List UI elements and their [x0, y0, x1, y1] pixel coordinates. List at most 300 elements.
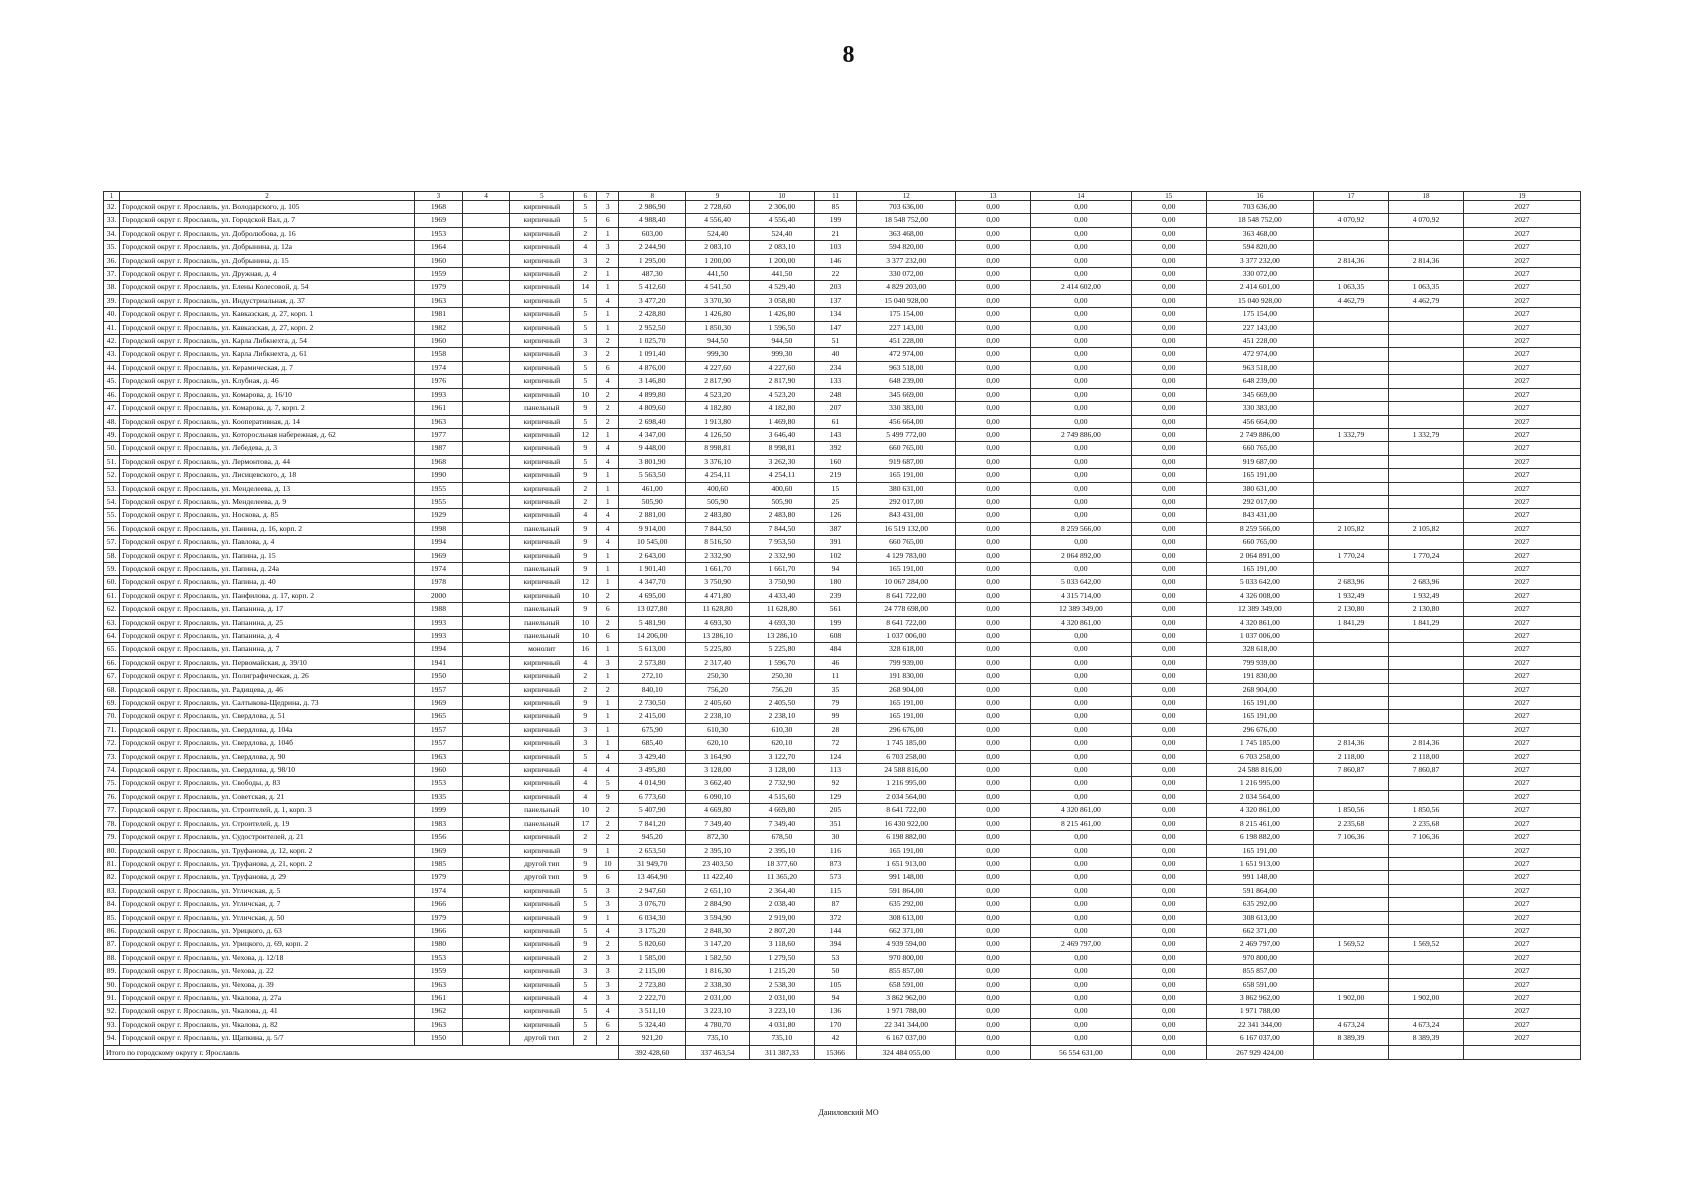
- table-cell: 4: [574, 764, 597, 777]
- table-cell: 1 469,80: [750, 415, 814, 428]
- table-cell: 175 154,00: [857, 308, 956, 321]
- table-cell: 2 728,60: [685, 201, 749, 214]
- table-cell: 72.: [104, 737, 120, 750]
- table-cell: 456 664,00: [1206, 415, 1313, 428]
- table-cell: 0,00: [1131, 817, 1206, 830]
- table-cell: [1388, 670, 1463, 683]
- table-cell: 8 215 461,00: [1031, 817, 1132, 830]
- table-cell: кирпичный: [510, 254, 574, 267]
- table-cell: [463, 871, 510, 884]
- table-cell: кирпичный: [510, 482, 574, 495]
- table-cell: [1313, 335, 1388, 348]
- table-cell: 0,00: [1031, 402, 1132, 415]
- table-cell: [1388, 402, 1463, 415]
- table-cell: 4 899,80: [619, 388, 685, 401]
- table-cell: 2027: [1463, 710, 1580, 723]
- table-cell: 4 320 861,00: [1206, 804, 1313, 817]
- table-cell: 6 090,10: [685, 790, 749, 803]
- table-cell: 49.: [104, 428, 120, 441]
- table-row: [104, 361, 1581, 374]
- table-cell: 3 118,60: [750, 938, 814, 951]
- table-cell: кирпичный: [510, 442, 574, 455]
- table-cell: 165 191,00: [857, 710, 956, 723]
- table-cell: 292 017,00: [857, 495, 956, 508]
- table-cell: 3 495,80: [619, 764, 685, 777]
- table-cell: Городской округ г. Ярославль, ул. Комарова, д. 7, корп. 2: [120, 402, 415, 415]
- table-cell: 1 582,50: [685, 951, 749, 964]
- table-cell: 3 750,90: [750, 576, 814, 589]
- table-cell: 4 673,24: [1388, 1018, 1463, 1031]
- table-cell: 58.: [104, 549, 120, 562]
- table-cell: 2027: [1463, 697, 1580, 710]
- total-cell: 324 484 055,00: [857, 1045, 956, 1059]
- table-cell: 4: [596, 764, 619, 777]
- table-cell: 3 862 962,00: [1206, 991, 1313, 1004]
- table-cell: 3 223,10: [750, 1005, 814, 1018]
- table-cell: 1: [596, 844, 619, 857]
- table-cell: 387: [814, 522, 857, 535]
- table-cell: 2027: [1463, 804, 1580, 817]
- table-cell: 21: [814, 227, 857, 240]
- table-cell: 0,00: [1031, 201, 1132, 214]
- table-cell: 94.: [104, 1032, 120, 1045]
- table-cell: 2 732,90: [750, 777, 814, 790]
- table-cell: 2027: [1463, 1018, 1580, 1031]
- table-cell: 4: [574, 509, 597, 522]
- table-cell: 73.: [104, 750, 120, 763]
- table-row: [104, 495, 1581, 508]
- column-header: 12: [857, 192, 956, 201]
- table-cell: 62.: [104, 603, 120, 616]
- table-cell: 10: [574, 589, 597, 602]
- table-cell: 2 395,10: [685, 844, 749, 857]
- table-cell: 5 820,60: [619, 938, 685, 951]
- table-cell: 144: [814, 924, 857, 937]
- table-row: [104, 321, 1581, 334]
- table-cell: 608: [814, 630, 857, 643]
- table-cell: 0,00: [1131, 469, 1206, 482]
- table-row: [104, 254, 1581, 267]
- table-cell: 2027: [1463, 951, 1580, 964]
- table-cell: 0,00: [1131, 1005, 1206, 1018]
- table-cell: 1979: [414, 911, 462, 924]
- table-cell: 1963: [414, 750, 462, 763]
- table-cell: 2: [596, 335, 619, 348]
- table-cell: 4 780,70: [685, 1018, 749, 1031]
- table-cell: 1: [596, 308, 619, 321]
- table-cell: 268 904,00: [857, 683, 956, 696]
- table-row: [104, 656, 1581, 669]
- table-cell: 0,00: [956, 308, 1031, 321]
- table-cell: 591 864,00: [857, 884, 956, 897]
- total-cell: 15366: [814, 1045, 857, 1059]
- table-cell: кирпичный: [510, 281, 574, 294]
- table-cell: 2027: [1463, 509, 1580, 522]
- column-header: 15: [1131, 192, 1206, 201]
- table-cell: 1 063,35: [1388, 281, 1463, 294]
- table-cell: [1388, 697, 1463, 710]
- table-cell: [1388, 643, 1463, 656]
- table-cell: 3 223,10: [685, 1005, 749, 1018]
- table-cell: 1968: [414, 201, 462, 214]
- table-cell: [463, 804, 510, 817]
- table-cell: Городской округ г. Ярославль, ул. Панина, д. 16, корп. 2: [120, 522, 415, 535]
- table-cell: 4: [596, 536, 619, 549]
- table-cell: 0,00: [1031, 455, 1132, 468]
- table-cell: 1966: [414, 898, 462, 911]
- table-cell: 1953: [414, 227, 462, 240]
- table-cell: кирпичный: [510, 361, 574, 374]
- column-header: 9: [685, 192, 749, 201]
- table-cell: 0,00: [1031, 764, 1132, 777]
- table-cell: 9: [574, 603, 597, 616]
- table-cell: 2027: [1463, 348, 1580, 361]
- table-cell: 5: [574, 415, 597, 428]
- table-cell: Городской округ г. Ярославль, ул. Радищева, д. 46: [120, 683, 415, 696]
- table-cell: [463, 1018, 510, 1031]
- table-cell: 8 259 566,00: [1206, 522, 1313, 535]
- table-cell: 3: [596, 884, 619, 897]
- table-cell: Городской округ г. Ярославль, ул. Советская, д. 21: [120, 790, 415, 803]
- table-cell: 0,00: [1131, 924, 1206, 937]
- table-cell: 0,00: [1031, 509, 1132, 522]
- table-cell: 18 548 752,00: [1206, 214, 1313, 227]
- table-cell: 1953: [414, 951, 462, 964]
- table-cell: 2 881,00: [619, 509, 685, 522]
- total-row: [104, 1045, 1581, 1059]
- table-cell: 4 014,90: [619, 777, 685, 790]
- table-cell: 3 862 962,00: [857, 991, 956, 1004]
- table-cell: Городской округ г. Ярославль, ул. Папанина, д. 7: [120, 643, 415, 656]
- table-cell: 37.: [104, 268, 120, 281]
- table-row: [104, 804, 1581, 817]
- table-cell: 3 128,00: [685, 764, 749, 777]
- table-cell: 999,30: [750, 348, 814, 361]
- table-cell: 33.: [104, 214, 120, 227]
- table-row: [104, 455, 1581, 468]
- table-cell: 60.: [104, 576, 120, 589]
- table-cell: кирпичный: [510, 321, 574, 334]
- table-cell: [1388, 495, 1463, 508]
- table-cell: 1955: [414, 495, 462, 508]
- table-cell: 56.: [104, 522, 120, 535]
- table-cell: 4: [574, 790, 597, 803]
- table-cell: 662 371,00: [857, 924, 956, 937]
- table-cell: 594 820,00: [1206, 241, 1313, 254]
- table-cell: 363 468,00: [1206, 227, 1313, 240]
- table-cell: Городской округ г. Ярославль, ул. Городской Вал, д. 7: [120, 214, 415, 227]
- table-cell: 268 904,00: [1206, 683, 1313, 696]
- table-cell: 52.: [104, 469, 120, 482]
- table-cell: Городской округ г. Ярославль, ул. Папина, д. 15: [120, 549, 415, 562]
- table-cell: 2 031,00: [750, 991, 814, 1004]
- total-cell: 0,00: [1131, 1045, 1206, 1059]
- table-cell: 0,00: [1031, 335, 1132, 348]
- table-cell: 0,00: [956, 576, 1031, 589]
- table-cell: 0,00: [1031, 670, 1132, 683]
- table-cell: Городской округ г. Ярославль, ул. Клубная, д. 46: [120, 375, 415, 388]
- table-cell: кирпичный: [510, 241, 574, 254]
- table-cell: 2 105,82: [1388, 522, 1463, 535]
- table-cell: 11 628,80: [685, 603, 749, 616]
- table-cell: 1: [596, 562, 619, 575]
- table-cell: 505,90: [750, 495, 814, 508]
- table-cell: Городской округ г. Ярославль, ул. Урицкого, д. 63: [120, 924, 415, 937]
- column-header: 11: [814, 192, 857, 201]
- table-cell: 2 817,90: [685, 375, 749, 388]
- table-cell: [1313, 348, 1388, 361]
- table-cell: 11 422,40: [685, 871, 749, 884]
- table-cell: 2: [596, 402, 619, 415]
- table-cell: 6 703 258,00: [1206, 750, 1313, 763]
- table-cell: [1313, 308, 1388, 321]
- table-cell: 1961: [414, 402, 462, 415]
- table-cell: 2 414 602,00: [1031, 281, 1132, 294]
- table-cell: [1313, 898, 1388, 911]
- table-cell: 1 932,49: [1313, 589, 1388, 602]
- table-cell: 82.: [104, 871, 120, 884]
- table-cell: 921,20: [619, 1032, 685, 1045]
- table-cell: 94: [814, 991, 857, 1004]
- table-cell: [1313, 978, 1388, 991]
- table-cell: 3 147,20: [685, 938, 749, 951]
- table-cell: 12 389 349,00: [1206, 603, 1313, 616]
- table-cell: 75.: [104, 777, 120, 790]
- table-cell: кирпичный: [510, 951, 574, 964]
- table-cell: 703 636,00: [857, 201, 956, 214]
- table-cell: 24 778 698,00: [857, 603, 956, 616]
- table-cell: Городской округ г. Ярославль, ул. Дружная, д. 4: [120, 268, 415, 281]
- table-cell: 0,00: [1131, 790, 1206, 803]
- table-cell: 113: [814, 764, 857, 777]
- table-cell: 0,00: [956, 683, 1031, 696]
- table-cell: [463, 723, 510, 736]
- table-cell: 2027: [1463, 857, 1580, 870]
- table-cell: 2027: [1463, 415, 1580, 428]
- table-cell: Городской округ г. Ярославль, ул. Полиграфическая, д. 26: [120, 670, 415, 683]
- table-cell: 2: [596, 616, 619, 629]
- table-cell: 165 191,00: [857, 697, 956, 710]
- table-cell: 0,00: [956, 442, 1031, 455]
- table-cell: [463, 589, 510, 602]
- table-cell: 50.: [104, 442, 120, 455]
- table-cell: 11 628,80: [750, 603, 814, 616]
- table-cell: 1 745 185,00: [857, 737, 956, 750]
- table-cell: 250,30: [750, 670, 814, 683]
- table-cell: 0,00: [956, 844, 1031, 857]
- table-cell: 2 332,90: [685, 549, 749, 562]
- table-cell: 4 829 203,00: [857, 281, 956, 294]
- table-cell: 1: [596, 710, 619, 723]
- table-cell: 92.: [104, 1005, 120, 1018]
- table-cell: кирпичный: [510, 991, 574, 1004]
- table-cell: Городской округ г. Ярославль, ул. Карла Либкнехта, д. 54: [120, 335, 415, 348]
- table-cell: 9 914,00: [619, 522, 685, 535]
- table-cell: 1 661,70: [685, 562, 749, 575]
- table-cell: 0,00: [956, 871, 1031, 884]
- table-cell: 1 332,79: [1388, 428, 1463, 441]
- table-cell: [1388, 844, 1463, 857]
- table-cell: 3 594,90: [685, 911, 749, 924]
- table-row: [104, 469, 1581, 482]
- table-cell: 129: [814, 790, 857, 803]
- table-cell: 0,00: [956, 911, 1031, 924]
- table-cell: 9: [574, 522, 597, 535]
- table-cell: 0,00: [1131, 683, 1206, 696]
- table-cell: 1950: [414, 1032, 462, 1045]
- table-cell: 93.: [104, 1018, 120, 1031]
- column-header: 1: [104, 192, 120, 201]
- table-cell: [463, 697, 510, 710]
- table-cell: 91.: [104, 991, 120, 1004]
- table-cell: кирпичный: [510, 938, 574, 951]
- table-cell: Городской округ г. Ярославль, ул. Угличская, д. 7: [120, 898, 415, 911]
- table-cell: 65.: [104, 643, 120, 656]
- table-row: [104, 697, 1581, 710]
- table-cell: 945,20: [619, 831, 685, 844]
- table-cell: 1950: [414, 670, 462, 683]
- table-cell: 0,00: [1031, 723, 1132, 736]
- table-cell: 2: [574, 831, 597, 844]
- table-cell: [1313, 951, 1388, 964]
- table-cell: 1 932,49: [1388, 589, 1463, 602]
- table-cell: 30: [814, 831, 857, 844]
- table-cell: 0,00: [1131, 831, 1206, 844]
- table-cell: 4: [596, 750, 619, 763]
- table-cell: 0,00: [1031, 844, 1132, 857]
- table-cell: 1969: [414, 549, 462, 562]
- table-cell: [463, 938, 510, 951]
- table-cell: 0,00: [1131, 750, 1206, 763]
- table-cell: 8 215 461,00: [1206, 817, 1313, 830]
- table-cell: 1: [596, 911, 619, 924]
- table-cell: 561: [814, 603, 857, 616]
- table-cell: 0,00: [956, 616, 1031, 629]
- table-cell: Городской округ г. Ярославль, ул. Кавказская, д. 27, корп. 1: [120, 308, 415, 321]
- table-cell: 2027: [1463, 978, 1580, 991]
- table-cell: 635 292,00: [1206, 898, 1313, 911]
- table-cell: 2: [574, 495, 597, 508]
- table-cell: [463, 509, 510, 522]
- table-cell: 524,40: [750, 227, 814, 240]
- table-cell: 5: [574, 750, 597, 763]
- table-cell: 2027: [1463, 750, 1580, 763]
- capital-repair-table-wrap: [103, 191, 1581, 1060]
- table-cell: 1 215,20: [750, 965, 814, 978]
- table-cell: 7 860,87: [1313, 764, 1388, 777]
- table-cell: 391: [814, 536, 857, 549]
- table-cell: 1 332,79: [1313, 428, 1388, 441]
- table-cell: 2 306,00: [750, 201, 814, 214]
- table-cell: 9: [574, 442, 597, 455]
- table-cell: [1388, 777, 1463, 790]
- table-cell: 0,00: [1031, 991, 1132, 1004]
- table-cell: 4: [596, 924, 619, 937]
- table-cell: 40.: [104, 308, 120, 321]
- table-cell: 35: [814, 683, 857, 696]
- table-cell: 2 115,00: [619, 965, 685, 978]
- table-cell: 2027: [1463, 375, 1580, 388]
- table-cell: 0,00: [1031, 308, 1132, 321]
- table-cell: 0,00: [956, 750, 1031, 763]
- table-cell: 6 167 037,00: [1206, 1032, 1313, 1045]
- table-cell: 2 064 891,00: [1206, 549, 1313, 562]
- table-cell: 4: [596, 455, 619, 468]
- table-cell: 25: [814, 495, 857, 508]
- table-cell: 594 820,00: [857, 241, 956, 254]
- table-cell: кирпичный: [510, 415, 574, 428]
- table-cell: 5 407,90: [619, 804, 685, 817]
- table-cell: 5: [574, 375, 597, 388]
- table-cell: 2 405,50: [750, 697, 814, 710]
- table-cell: 24 588 816,00: [1206, 764, 1313, 777]
- table-cell: 2 848,30: [685, 924, 749, 937]
- table-cell: 308 613,00: [1206, 911, 1313, 924]
- table-cell: [463, 214, 510, 227]
- table-cell: 3 511,10: [619, 1005, 685, 1018]
- table-cell: Городской округ г. Ярославль, ул. Добролюбова, д. 16: [120, 227, 415, 240]
- table-cell: 2 814,36: [1313, 737, 1388, 750]
- table-cell: 3: [596, 991, 619, 1004]
- table-cell: [463, 603, 510, 616]
- table-cell: 5: [574, 361, 597, 374]
- table-cell: [463, 308, 510, 321]
- table-cell: [1313, 683, 1388, 696]
- table-cell: [463, 951, 510, 964]
- table-cell: 3: [574, 254, 597, 267]
- table-row: [104, 268, 1581, 281]
- table-cell: 250,30: [685, 670, 749, 683]
- table-cell: [1313, 562, 1388, 575]
- table-cell: 1999: [414, 804, 462, 817]
- table-cell: 0,00: [1131, 375, 1206, 388]
- table-cell: 2027: [1463, 898, 1580, 911]
- table-cell: кирпичный: [510, 723, 574, 736]
- table-cell: Городской округ г. Ярославль, ул. Кавказская, д. 27, корп. 2: [120, 321, 415, 334]
- table-cell: 2027: [1463, 723, 1580, 736]
- table-cell: 2: [574, 670, 597, 683]
- table-row: [104, 1018, 1581, 1031]
- table-cell: [463, 361, 510, 374]
- table-cell: 4 182,80: [750, 402, 814, 415]
- table-cell: 3: [574, 737, 597, 750]
- table-cell: [1313, 884, 1388, 897]
- table-cell: 0,00: [1031, 790, 1132, 803]
- table-cell: 0,00: [1131, 576, 1206, 589]
- table-cell: 1969: [414, 214, 462, 227]
- table-cell: кирпичный: [510, 428, 574, 441]
- table-cell: [463, 254, 510, 267]
- table-cell: кирпичный: [510, 495, 574, 508]
- table-cell: Городской округ г. Ярославль, ул. Володарского, д. 105: [120, 201, 415, 214]
- table-cell: 840,10: [619, 683, 685, 696]
- table-cell: 3 750,90: [685, 576, 749, 589]
- table-cell: Городской округ г. Ярославль, ул. Строителей, д. 1, корп. 3: [120, 804, 415, 817]
- table-cell: 0,00: [956, 924, 1031, 937]
- table-row: [104, 522, 1581, 535]
- table-cell: 0,00: [956, 509, 1031, 522]
- table-cell: [1313, 723, 1388, 736]
- table-cell: 660 765,00: [857, 442, 956, 455]
- table-cell: 330 383,00: [857, 402, 956, 415]
- table-cell: 0,00: [1131, 294, 1206, 307]
- table-cell: 1957: [414, 737, 462, 750]
- table-cell: 0,00: [1031, 965, 1132, 978]
- table-row: [104, 911, 1581, 924]
- table-cell: 47.: [104, 402, 120, 415]
- table-cell: 0,00: [1031, 1005, 1132, 1018]
- table-row: [104, 1005, 1581, 1018]
